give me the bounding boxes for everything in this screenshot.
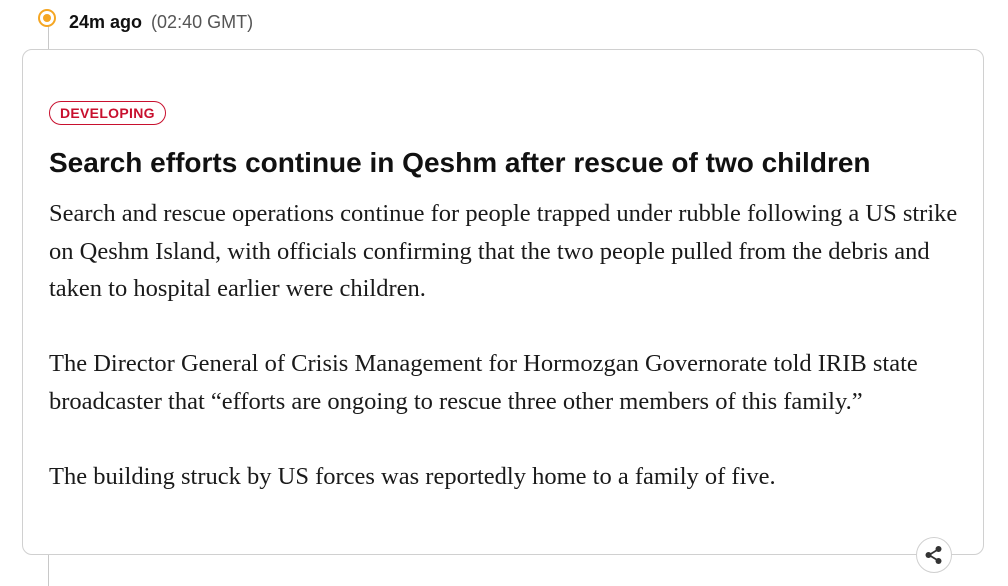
post-timestamp [69, 11, 253, 33]
live-indicator-icon [38, 9, 56, 27]
developing-badge: DEVELOPING [49, 101, 166, 125]
live-post-card [22, 49, 984, 555]
share-button[interactable] [916, 537, 952, 573]
post-paragraph: The building struck by US forces was reportedly home to a family of five. [49, 462, 776, 490]
share-icon [923, 544, 945, 566]
post-body [49, 195, 969, 533]
time-gmt: (02:40 GMT) [151, 12, 254, 32]
time-ago: 24m ago [69, 12, 143, 32]
post-paragraph: The Director General of Crisis Management for Hormozgan Governorate told IRIB state broadcaster that “efforts are ongoing to rescue three other members of this family.” [49, 350, 918, 415]
post-headline: Search efforts continue in Qeshm after rescue of two children [49, 147, 871, 178]
post-paragraph: Search and rescue operations continue for people trapped under rubble following a US strike on Qeshm Island, with officials confirming that the two people pulled from the debris and taken to hospital earlier were children. [49, 200, 958, 302]
